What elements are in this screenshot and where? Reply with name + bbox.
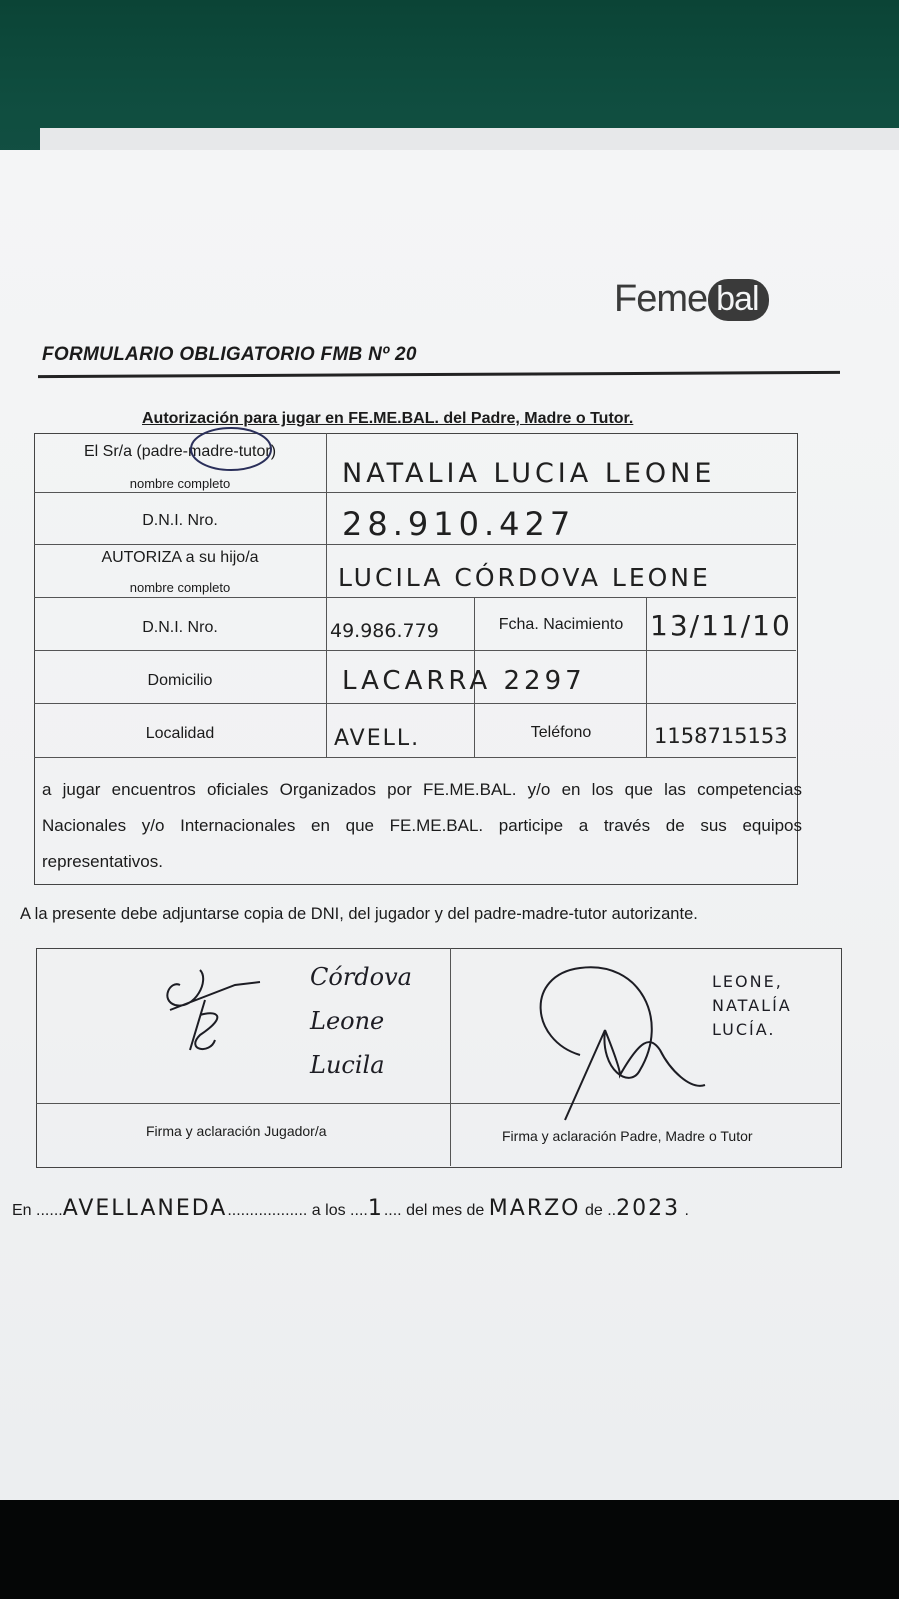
locality-value: AVELL. bbox=[334, 726, 421, 751]
phone-value: 1158715153 bbox=[654, 724, 788, 748]
child-dni-value: 49.986.779 bbox=[330, 620, 439, 642]
child-name-sublabel: nombre completo bbox=[129, 580, 231, 595]
player-clarification: Córdova Leone Lucila bbox=[310, 963, 412, 1079]
parent-clarification: LEONE, NATALÍA LUCÍA. bbox=[712, 972, 792, 1039]
child-dni-label: D.N.I. Nro. bbox=[142, 619, 218, 636]
phone-label: Teléfono bbox=[530, 724, 592, 741]
player-signature bbox=[140, 960, 290, 1060]
child-name-value: LUCILA CÓRDOVA LEONE bbox=[338, 563, 711, 592]
parent-label: El Sr/a (padre-madre-tutor) bbox=[83, 443, 277, 460]
authorizes-label: AUTORIZA a su hijo/a bbox=[101, 549, 259, 566]
month-value: MARZO bbox=[488, 1196, 581, 1221]
address-value: LACARRA 2297 bbox=[342, 666, 586, 696]
attachment-notice: A la presente debe adjuntarse copia de DNI, del jugador y del padre-madre-tutor autorizante. bbox=[20, 905, 698, 923]
parent-dni-value: 28.910.427 bbox=[342, 505, 576, 543]
dark-background bbox=[0, 1495, 899, 1599]
day-value: 1 bbox=[367, 1196, 384, 1221]
player-signature-label: Firma y aclaración Jugador/a bbox=[146, 1123, 327, 1139]
birth-date-value: 13/11/10 bbox=[650, 609, 792, 642]
parent-signature-label: Firma y aclaración Padre, Madre o Tutor bbox=[502, 1128, 753, 1144]
year-value: 2023 bbox=[616, 1196, 681, 1221]
locality-label: Localidad bbox=[145, 725, 215, 742]
city-value: AVELLANEDA bbox=[62, 1196, 228, 1221]
birth-date-label: Fcha. Nacimiento bbox=[498, 616, 624, 633]
address-label: Domicilio bbox=[147, 672, 213, 689]
madre-circle bbox=[188, 424, 274, 474]
form-subtitle: Autorización para jugar en FE.ME.BAL. del Padre, Madre o Tutor. bbox=[142, 410, 634, 427]
logo-text: Feme bbox=[614, 278, 708, 320]
authorization-paragraph: a jugar encuentros oficiales Organizados por FE.ME.BAL. y/o en los que las competencias Nacionales y/o Internacionales en que FE.ME.BAL. participe a través de sus equipos representativos. bbox=[42, 780, 802, 871]
form-title: FORMULARIO OBLIGATORIO FMB Nº 20 bbox=[42, 344, 417, 365]
femebal-logo: Feme bal bbox=[614, 278, 769, 321]
parent-signature bbox=[520, 960, 710, 1130]
parent-name-value: NATALIA LUCIA LEONE bbox=[342, 458, 716, 489]
date-place-line: En ......AVELLANEDA.................. a los ....1.... del mes de MARZO de ..2023 . bbox=[12, 1196, 689, 1221]
parent-dni-label: D.N.I. Nro. bbox=[142, 512, 218, 529]
parent-name-sublabel: nombre completo bbox=[129, 476, 231, 491]
